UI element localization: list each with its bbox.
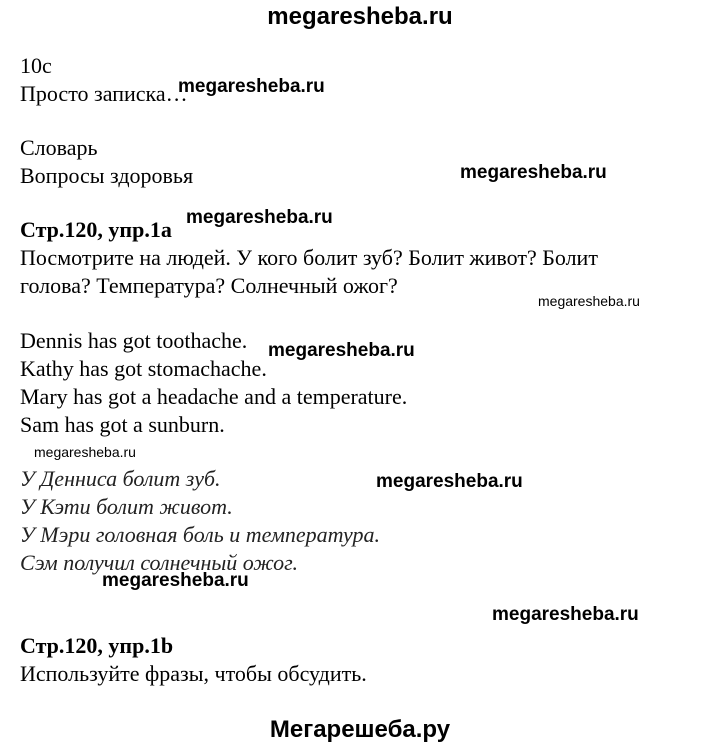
watermark: megaresheba.ru (102, 570, 249, 591)
watermark: megaresheba.ru (186, 207, 333, 228)
lesson-title: Просто записка… (20, 81, 188, 106)
watermark: megaresheba.ru (376, 471, 523, 492)
answer-ru-4: Сэм получил солнечный ожог. (20, 550, 298, 575)
watermark: megaresheba.ru (492, 604, 639, 625)
watermark: megaresheba.ru (538, 293, 640, 309)
site-header: megaresheba.ru (267, 3, 453, 30)
answer-ru-1: У Денниса болит зуб. (20, 466, 221, 491)
watermark: megaresheba.ru (178, 76, 325, 97)
exercise-1a-heading: Стр.120, упр.1a (20, 217, 172, 242)
vocab-label: Словарь (20, 135, 98, 160)
answer-en-4: Sam has got a sunburn. (20, 412, 225, 437)
exercise-1b-heading: Стр.120, упр.1b (20, 633, 174, 658)
watermark: megaresheba.ru (34, 444, 136, 460)
watermark: megaresheba.ru (268, 340, 415, 361)
answer-en-3: Mary has got a headache and a temperature. (20, 384, 408, 409)
exercise-1a-instruction-line2: голова? Температура? Солнечный ожог? (20, 273, 398, 298)
watermark: megaresheba.ru (460, 162, 607, 183)
vocab-topic: Вопросы здоровья (20, 163, 194, 188)
site-footer: Мегарешеба.ру (269, 716, 451, 743)
answer-en-2: Kathy has got stomachache. (20, 356, 267, 381)
exercise-1a-instruction-line1: Посмотрите на людей. У кого болит зуб? Болит живот? Болит (20, 245, 598, 270)
answer-ru-2: У Кэти болит живот. (20, 494, 233, 519)
answer-ru-3: У Мэри головная боль и температура. (20, 522, 380, 547)
lesson-number: 10c (20, 53, 52, 78)
answer-en-1: Dennis has got toothache. (20, 328, 248, 353)
exercise-1b-instruction: Используйте фразы, чтобы обсудить. (20, 661, 367, 686)
